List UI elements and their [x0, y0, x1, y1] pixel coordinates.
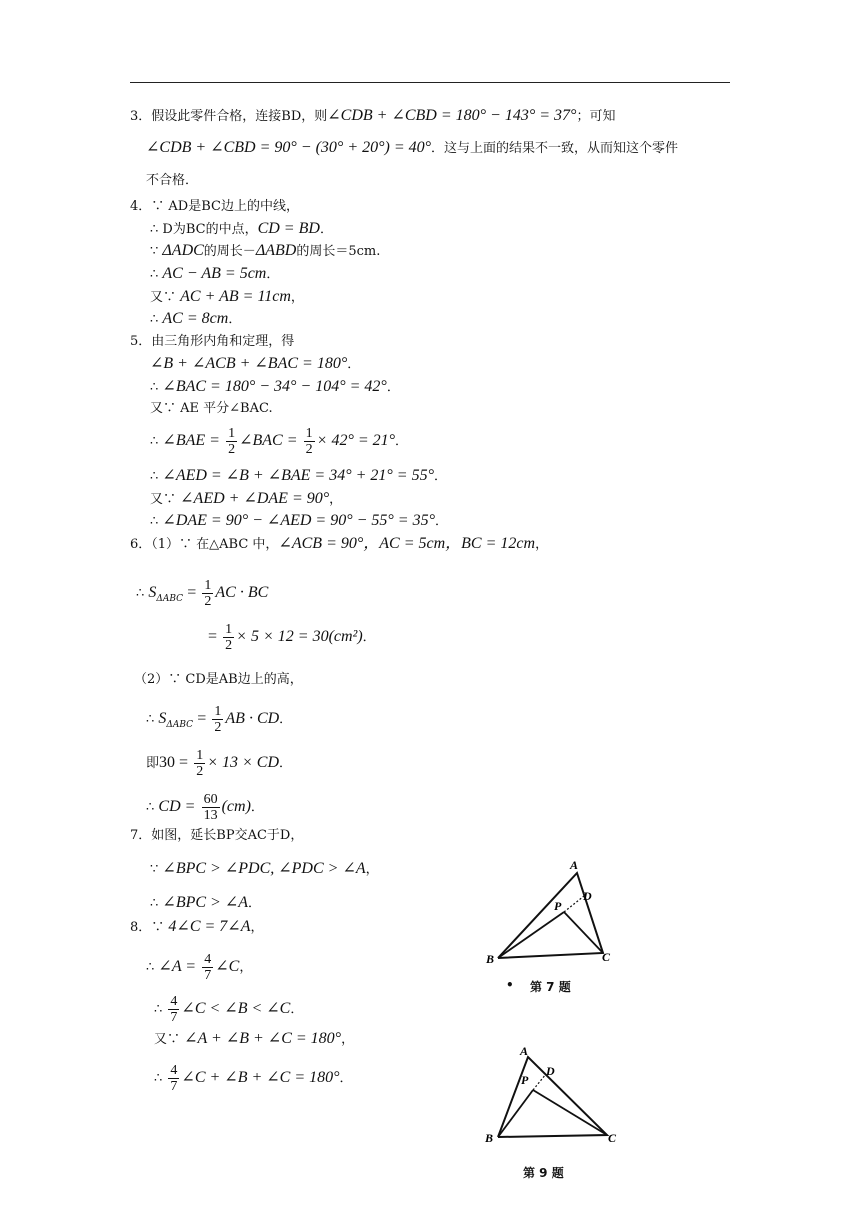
p5-line5 — [150, 426, 408, 457]
text: 8．∵ — [130, 920, 169, 935]
math: = — [208, 628, 218, 645]
label-c: C — [602, 950, 611, 964]
text: ∴ — [150, 514, 163, 529]
text: ∴ — [150, 312, 163, 327]
text: 3．假设此零件合格，连接BD，则 — [130, 109, 328, 124]
subscript: ΔABC — [156, 594, 184, 604]
denominator: 7 — [204, 968, 212, 983]
text: 4．∵ AD是BC边上的中线， — [130, 199, 299, 214]
text: 又∵ — [150, 290, 181, 305]
text: ∴ — [150, 469, 163, 484]
math: AC · BC — [215, 584, 269, 601]
math: ∠AED + ∠DAE = 90° — [180, 490, 330, 507]
p3-line2 — [146, 139, 678, 158]
label-a: A — [520, 1045, 529, 1058]
fraction — [202, 952, 213, 983]
denominator: 13 — [203, 808, 218, 823]
fraction — [226, 426, 237, 457]
p7-line2 — [150, 860, 379, 879]
text: 6．（1）∵ 在△ABC 中， — [130, 537, 279, 552]
math: ∠CDB + ∠CBD = 180° − 143° = 37° — [327, 107, 577, 124]
text: ， — [239, 960, 253, 975]
fraction — [202, 792, 220, 823]
text: ．这与上面的结果不一致，从而知这个零件 — [431, 141, 679, 156]
text: ∴ — [154, 1002, 167, 1017]
text: ． — [279, 712, 293, 727]
p3-line3 — [146, 172, 198, 190]
subscript: ΔABC — [166, 720, 194, 730]
p3-line1 — [130, 107, 615, 126]
text: ∴ — [146, 800, 159, 815]
fraction — [194, 748, 205, 779]
label-a: A — [570, 858, 579, 872]
p8-line5 — [154, 1063, 353, 1094]
text: 即 — [146, 756, 160, 771]
text: ， — [290, 290, 304, 305]
text: 7．如图，延长BP交AC于D， — [130, 828, 304, 843]
text: ， — [329, 492, 343, 507]
segment-pc — [533, 1090, 607, 1135]
text: ∴ — [146, 960, 159, 975]
math: ∠B + ∠ACB + ∠BAC = 180° — [150, 355, 348, 372]
text: ；可知 — [576, 109, 616, 124]
p4-line4 — [150, 265, 279, 284]
p5-line2 — [150, 355, 360, 374]
text: ． — [279, 756, 293, 771]
text: ， — [535, 537, 549, 552]
fraction — [168, 1063, 179, 1094]
label-p: P — [521, 1073, 529, 1087]
text: ． — [228, 312, 242, 327]
p4-line3 — [150, 242, 380, 261]
math: = — [187, 584, 197, 601]
figure-7-caption: 第 7 题 — [530, 980, 571, 994]
math: 30 = — [159, 754, 189, 771]
segment-bp — [498, 912, 564, 958]
text: ∴ — [154, 1071, 167, 1086]
p6-line6 — [146, 748, 292, 779]
math: ∠C + ∠B + ∠C = 180° — [181, 1069, 340, 1086]
text: ∴ — [150, 434, 163, 449]
math: ∠BAC = — [239, 432, 298, 449]
figure-7-bullet: • — [506, 978, 514, 992]
math: × 42° = 21° — [316, 432, 396, 449]
math: ∠A = — [158, 958, 197, 975]
math: AC + AB = 11cm — [180, 288, 291, 305]
p6-line3 — [208, 622, 376, 653]
math: CD = BD — [257, 220, 320, 237]
text: ． — [266, 267, 280, 282]
math: ∠BPC > ∠PDC, ∠PDC > ∠A — [162, 860, 366, 877]
figure-7-triangle — [480, 855, 620, 970]
text: ∴ — [150, 267, 163, 282]
text: ∴ — [136, 586, 149, 601]
p8-line2 — [146, 952, 252, 983]
p4-line1 — [130, 198, 299, 216]
math: ∠AED = ∠B + ∠BAE = 34° + 21° = 55° — [162, 467, 434, 484]
p5-line4 — [150, 400, 273, 418]
math: ∠BAE = — [162, 432, 220, 449]
p8-line3 — [154, 994, 303, 1025]
math: ∠BPC > ∠A — [162, 894, 249, 911]
numerator: 4 — [170, 1063, 178, 1078]
p6-line2 — [136, 578, 268, 609]
p5-line7 — [150, 490, 342, 509]
numerator: 4 — [204, 952, 212, 967]
segment-bp — [498, 1090, 533, 1137]
text: ∵ — [150, 244, 163, 259]
math: S — [158, 710, 167, 727]
text: ， — [365, 862, 379, 877]
segment-pd-dashed — [564, 896, 584, 912]
text: ． — [250, 800, 264, 815]
math: × 5 × 12 = 30(cm²) — [236, 628, 363, 645]
text: ． — [434, 469, 448, 484]
math: ΔADC — [162, 242, 204, 259]
p8-line1 — [130, 918, 263, 937]
p8-line4 — [154, 1030, 354, 1049]
text: ． — [395, 434, 409, 449]
label-p: P — [554, 899, 562, 913]
p5-line3 — [150, 378, 400, 397]
text: 又∵ — [154, 1032, 185, 1047]
p6-line5 — [146, 704, 292, 735]
fraction — [304, 426, 315, 457]
text: ∴ — [150, 896, 163, 911]
text: ． — [435, 514, 449, 529]
numerator: 1 — [305, 426, 313, 441]
text: ∴ — [146, 712, 159, 727]
denominator: 2 — [214, 720, 222, 735]
text: ∵ — [150, 862, 163, 877]
denominator: 2 — [196, 764, 204, 779]
label-b: B — [486, 952, 495, 966]
text: 不合格． — [146, 173, 199, 188]
text: ， — [341, 1032, 355, 1047]
text: ∴ D为BC的中点， — [150, 222, 258, 237]
p6-line4 — [134, 671, 303, 689]
math: S — [148, 584, 157, 601]
math: ∠C < ∠B < ∠C — [181, 1000, 291, 1017]
fraction — [168, 994, 179, 1025]
numerator: 60 — [203, 792, 218, 807]
label-d: D — [583, 889, 592, 903]
numerator: 1 — [214, 704, 222, 719]
fraction — [223, 622, 234, 653]
p5-line1 — [130, 333, 294, 351]
denominator: 2 — [204, 594, 212, 609]
p7-line3 — [150, 894, 261, 913]
math: CD = — [158, 798, 196, 815]
math: = — [197, 710, 207, 727]
text: ， — [250, 920, 264, 935]
math: × 13 × CD — [207, 754, 280, 771]
text: ． — [248, 896, 262, 911]
math: ΔABD — [255, 242, 297, 259]
figure-9-caption: 第 9 题 — [523, 1166, 564, 1180]
math: AC − AB = 5cm — [162, 265, 267, 282]
text: ． — [290, 1002, 304, 1017]
text: 又∵ AE 平分∠BAC. — [150, 401, 273, 416]
figure-9-triangle — [480, 1045, 625, 1150]
header-rule — [130, 82, 730, 83]
text: 5．由三角形内角和定理，得 — [130, 334, 295, 349]
denominator: 2 — [305, 442, 313, 457]
p4-line5 — [150, 288, 304, 307]
text: 又∵ — [150, 492, 181, 507]
math: AB · CD — [225, 710, 280, 727]
math: ∠CDB + ∠CBD = 90° − (30° + 20°) = 40° — [146, 139, 432, 156]
math: AC = 8cm — [162, 310, 229, 327]
math: ∠BAC = 180° − 34° − 104° = 42° — [162, 378, 387, 395]
text: 的周长＝5cm. — [296, 244, 381, 259]
fraction — [212, 704, 223, 735]
math: ∠A + ∠B + ∠C = 180° — [184, 1030, 342, 1047]
p5-line8 — [150, 512, 448, 531]
text: ． — [347, 357, 361, 372]
text: ． — [386, 380, 400, 395]
p4-line6 — [150, 310, 241, 329]
text: （2）∵ CD是AB边上的高， — [134, 672, 303, 687]
text: ． — [362, 630, 376, 645]
numerator: 4 — [170, 994, 178, 1009]
p6-line7 — [146, 792, 264, 823]
p5-line6 — [150, 467, 447, 486]
numerator: 1 — [196, 748, 204, 763]
p6-line1 — [130, 535, 548, 554]
numerator: 1 — [225, 622, 233, 637]
text: ∴ — [150, 380, 163, 395]
text: ． — [339, 1071, 353, 1086]
denominator: 2 — [228, 442, 236, 457]
fraction — [202, 578, 213, 609]
denominator: 7 — [170, 1079, 178, 1094]
triangle-outline — [498, 873, 603, 958]
numerator: 1 — [228, 426, 236, 441]
label-c: C — [608, 1131, 617, 1145]
math: ∠DAE = 90° − ∠AED = 90° − 55° = 35° — [162, 512, 435, 529]
label-d: D — [546, 1064, 555, 1078]
label-b: B — [485, 1131, 494, 1145]
numerator: 1 — [204, 578, 212, 593]
math: ∠C — [215, 958, 240, 975]
p7-line1 — [130, 827, 303, 845]
text: 的周长－ — [203, 244, 256, 259]
math: (cm) — [221, 798, 251, 815]
p4-line2 — [150, 220, 333, 239]
denominator: 2 — [225, 638, 233, 653]
text: ． — [319, 222, 333, 237]
segment-pd-dashed — [533, 1074, 546, 1090]
math: 4∠C = 7∠A — [168, 918, 251, 935]
math: ∠ACB = 90°，AC = 5cm，BC = 12cm — [278, 535, 536, 552]
denominator: 7 — [170, 1010, 178, 1025]
